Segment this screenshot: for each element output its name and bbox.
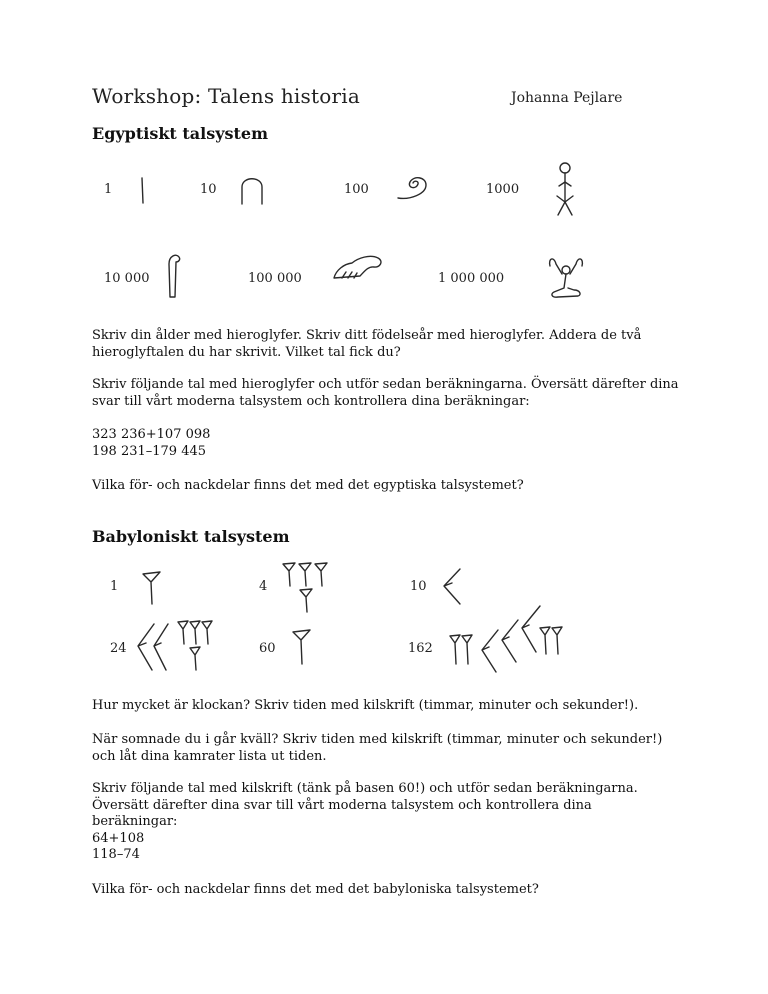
babylonian-number-1: 1 xyxy=(110,579,119,594)
calculation-line: 118–74 xyxy=(92,847,140,862)
author-name: Johanna Pejlare xyxy=(511,90,623,106)
egyptian-number-10: 10 xyxy=(200,182,217,197)
egyptian-number-1000000: 1 000 000 xyxy=(438,271,505,286)
babylonian-instruction-2: När somnade du i går kväll? Skriv tiden med kilskrift (timmar, minuter och sekunder!) och låt dina kamrater lista ut tiden. xyxy=(92,732,663,764)
cuneiform-sixty-icon xyxy=(290,628,314,668)
stroke-icon xyxy=(136,176,150,206)
egyptian-calculations xyxy=(92,427,692,460)
finger-icon xyxy=(164,250,186,300)
babylonian-instruction-1: Hur mycket är klockan? Skriv tiden med kilskrift (timmar, minuter och sekunder!). xyxy=(92,698,639,713)
egyptian-instruction-2: Skriv följande tal med hieroglyfer och utför sedan beräkningarna. Översätt därefter dina svar till vårt moderna talsystem och kontrollera dina beräkningar: xyxy=(92,377,679,409)
babylonian-number-4: 4 xyxy=(259,579,268,594)
egyptian-heading: Egyptiskt talsystem xyxy=(92,124,269,143)
calculation-line: 198 231–179 445 xyxy=(92,443,207,459)
babylonian-heading: Babyloniskt talsystem xyxy=(92,527,290,546)
cuneiform-four-icon xyxy=(280,560,336,616)
kneeling-god-icon xyxy=(544,254,588,300)
babylonian-question: Vilka för- och nackdelar finns det med det babyloniska talsystemet? xyxy=(92,882,539,897)
babylonian-number-24: 24 xyxy=(110,641,127,656)
egyptian-number-1000: 1000 xyxy=(486,182,520,197)
babylonian-number-10: 10 xyxy=(410,579,427,594)
tadpole-icon xyxy=(330,252,386,282)
babylonian-instruction-3: Skriv följande tal med kilskrift (tänk på basen 60!) och utför sedan beräkningarna. Översätt därefter dina svar till vårt moderna talsystem och kontrollera dina beräkningar: 64+108 118–74 xyxy=(92,781,692,864)
page-title: Workshop: Talens historia xyxy=(92,84,360,108)
heel-bone-icon xyxy=(238,174,268,206)
egyptian-question: Vilka för- och nackdelar finns det med det egyptiska talsystemet? xyxy=(92,478,524,493)
calculation-line: 323 236+107 098 xyxy=(92,427,211,442)
egyptian-number-10000: 10 000 xyxy=(104,271,150,286)
babylonian-number-60: 60 xyxy=(259,641,276,656)
coil-of-rope-icon xyxy=(396,174,432,202)
cuneiform-twentyfour-icon xyxy=(134,614,224,676)
babylonian-number-162: 162 xyxy=(408,641,433,656)
calculation-line: 64+108 xyxy=(92,830,145,846)
egyptian-number-100: 100 xyxy=(344,182,369,197)
lotus-flower-icon xyxy=(552,160,578,218)
egyptian-number-100000: 100 000 xyxy=(248,271,302,286)
cuneiform-wedge-icon xyxy=(140,570,164,608)
cuneiform-onesixtytwo-icon xyxy=(446,602,576,678)
egyptian-number-1: 1 xyxy=(104,182,113,197)
egyptian-instruction-1: Skriv din ålder med hieroglyfer. Skriv ditt födelseår med hieroglyfer. Addera de två hieroglyftalen du har skrivit. Vilket tal fick du? xyxy=(92,328,642,360)
